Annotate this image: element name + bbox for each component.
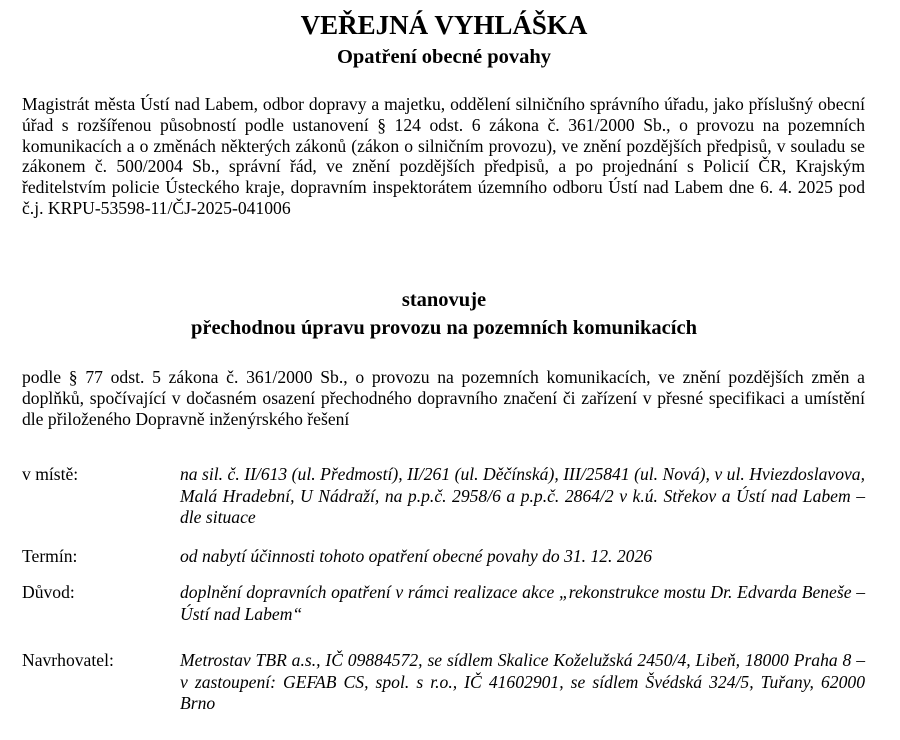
intro-paragraph: Magistrát města Ústí nad Labem, odbor dopravy a majetku, oddělení silničního správního úřadu, jako příslušný obecní úřad s rozšířenou působností podle ustanovení § 124 odst. 6 zákona č. 361/2000 Sb., o provozu na pozemních komunikacích a o změnách některých zákonů (zákon o silničním provozu), ve znění pozdějších předpisů, v souladu se zákonem č. 500/2004 Sb., správní řád, ve znění pozdějších předpisů, a po projednání s Policií ČR, Krajským ředitelstvím policie Ústeckého kraje, dopravním inspektorátem územního odboru Ústí nad Labem dne 6. 4. 2025 pod č.j. KRPU-53598-11/ČJ-2025-041006	[22, 94, 865, 218]
document-title: VEŘEJNÁ VYHLÁŠKA	[300, 10, 588, 40]
detail-label: Navrhovatel:	[22, 650, 114, 670]
decision-heading: stanovuje	[401, 289, 487, 311]
detail-label: v místě:	[22, 464, 79, 484]
document-subtitle: Opatření obecné povahy	[336, 46, 552, 68]
basis-paragraph: podle § 77 odst. 5 zákona č. 361/2000 Sb., o provozu na pozemních komunikacích, ve znění pozdějších změn a doplňků, spočívající v dočasném osazení přechodného dopravního značení či zařízení v přesné specifikaci a umístění dle přiloženého Dopravně inženýrského řešení	[22, 367, 865, 429]
detail-value: od nabytí účinnosti tohoto opatření obecné povahy do 31. 12. 2026	[180, 546, 653, 566]
detail-label: Termín:	[22, 546, 78, 566]
detail-label: Důvod:	[22, 582, 75, 602]
detail-value: Metrostav TBR a.s., IČ 09884572, se sídlem Skalice Koželužská 2450/4, Libeň, 18000 Praha 8 – v zastoupení: GEFAB CS, spol. s r.o., IČ 41602901, se sídlem Švédská 324/5, Tuřany, 62000 Brno	[180, 650, 865, 713]
detail-value: doplnění dopravních opatření v rámci realizace akce „rekonstrukce mostu Dr. Edvarda Beneše – Ústí nad Labem“	[180, 582, 865, 624]
detail-value: na sil. č. II/613 (ul. Předmostí), II/261 (ul. Děčínská), III/25841 (ul. Nová), v ul. Hviezdoslavova, Malá Hradební, U Nádraží, na p.p.č. 2958/6 a p.p.č. 2864/2 v k.ú. Střekov a Ústí nad Labem – dle situace	[180, 464, 865, 527]
decision-subheading: přechodnou úpravu provozu na pozemních komunikacích	[191, 317, 697, 339]
